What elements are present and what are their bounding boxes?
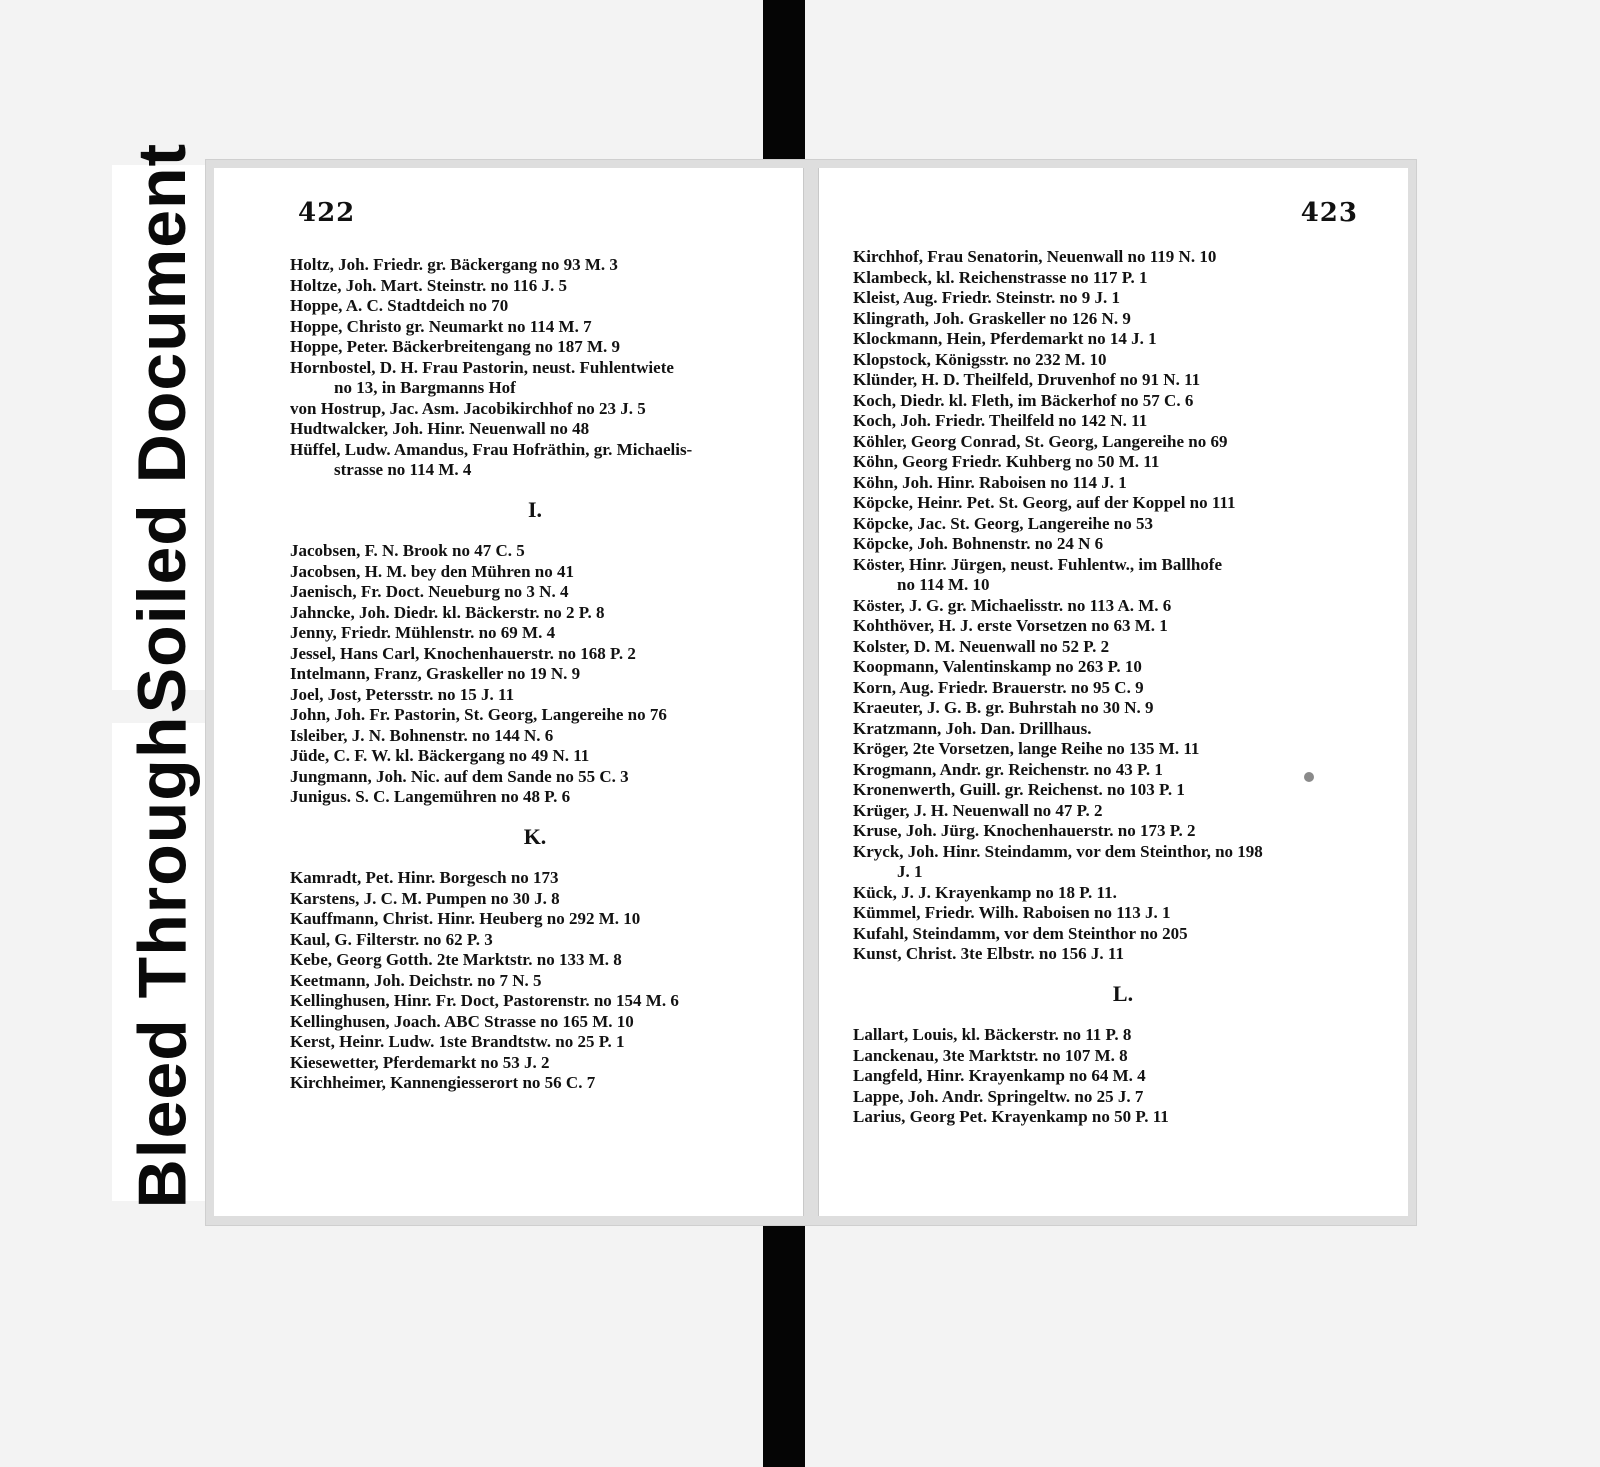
- page-number-left: 422: [298, 198, 356, 228]
- directory-entry: Isleiber, J. N. Bohnenstr. no 144 N. 6: [290, 725, 554, 745]
- directory-entry: Kufahl, Steindamm, vor dem Steinthor no 205: [853, 923, 1188, 943]
- directory-entry: Kohthöver, H. J. erste Vorsetzen no 63 M. 1: [853, 616, 1168, 635]
- directory-entry: Kronenwerth, Guill. gr. Reichenst. no 103 P. 1: [853, 780, 1185, 799]
- directory-entry: Köhn, Joh. Hinr. Raboisen no 114 J. 1: [853, 472, 1127, 492]
- directory-entry: Krogmann, Andr. gr. Reichenstr. no 43 P. 1: [853, 759, 1163, 779]
- side-tab-bleed: [112, 715, 212, 1209]
- directory-entry: Jacobsen, F. N. Brook no 47 C. 5: [290, 541, 525, 560]
- right-page: [818, 168, 1408, 1216]
- directory-entry: Hüffel, Ludw. Amandus, Frau Hofräthin, gr. Michaelis-: [290, 439, 693, 459]
- directory-entry: Köhn, Georg Friedr. Kuhberg no 50 M. 11: [853, 452, 1160, 471]
- directory-entry: Lanckenau, 3te Marktstr. no 107 M. 8: [853, 1045, 1128, 1065]
- section-heading: I.: [527, 496, 543, 522]
- directory-entry: Kellinghusen, Joach. ABC Strasse no 165 M. 10: [290, 1011, 634, 1031]
- left-entries: [290, 255, 800, 1094]
- directory-entry: Klockmann, Hein, Pferdemarkt no 14 J. 1: [853, 329, 1157, 348]
- directory-entry: Köpcke, Heinr. Pet. St. Georg, auf der Koppel no 111: [853, 493, 1236, 512]
- directory-entry: Koch, Joh. Friedr. Theilfeld no 142 N. 11: [853, 411, 1148, 430]
- directory-entry: Hornbostel, D. H. Frau Pastorin, neust. Fuhlentwiete: [290, 357, 674, 377]
- directory-entry: Klopstock, Königsstr. no 232 M. 10: [853, 349, 1107, 369]
- directory-entry: Lallart, Louis, kl. Bäckerstr. no 11 P. 8: [853, 1025, 1132, 1044]
- directory-entry: Klünder, H. D. Theilfeld, Druvenhof no 91 N. 11: [853, 370, 1201, 389]
- directory-entry: Jenny, Friedr. Mühlenstr. no 69 M. 4: [290, 623, 556, 642]
- left-page: [214, 168, 804, 1216]
- directory-entry: Kellinghusen, Hinr. Fr. Doct, Pastorenstr. no 154 M. 6: [290, 991, 679, 1010]
- side-tab-soiled: [112, 142, 212, 713]
- directory-entry: Köpcke, Joh. Bohnenstr. no 24 N 6: [853, 534, 1104, 553]
- directory-entry: Köster, Hinr. Jürgen, neust. Fuhlentw., im Ballhofe: [853, 554, 1222, 574]
- directory-entry: Hoppe, A. C. Stadtdeich no 70: [290, 296, 509, 315]
- directory-entry: Lappe, Joh. Andr. Springeltw. no 25 J. 7: [853, 1086, 1144, 1106]
- directory-entry: John, Joh. Fr. Pastorin, St. Georg, Langereihe no 76: [290, 705, 667, 724]
- directory-entry: Holtze, Joh. Mart. Steinstr. no 116 J. 5: [290, 275, 568, 295]
- bleed-through-label: Bleed Through: [124, 715, 201, 1209]
- directory-entry-continuation: no 114 M. 10: [897, 575, 990, 594]
- directory-entry: Jessel, Hans Carl, Knochenhauerstr. no 168 P. 2: [290, 643, 636, 663]
- directory-entry: Joel, Jost, Petersstr. no 15 J. 11: [290, 684, 515, 704]
- directory-entry: Klingrath, Joh. Graskeller no 126 N. 9: [853, 308, 1131, 328]
- directory-entry: Kröger, 2te Vorsetzen, lange Reihe no 135 M. 11: [853, 739, 1200, 758]
- directory-entry: Kaul, G. Filterstr. no 62 P. 3: [290, 929, 493, 949]
- open-book: [206, 160, 1416, 1225]
- directory-entry: Kratzmann, Joh. Dan. Drillhaus.: [853, 718, 1092, 738]
- directory-entry: Kück, J. J. Krayenkamp no 18 P. 11.: [853, 882, 1117, 902]
- directory-entry: Keetmann, Joh. Deichstr. no 7 N. 5: [290, 970, 542, 990]
- directory-entry: Kolster, D. M. Neuenwall no 52 P. 2: [853, 636, 1110, 656]
- directory-entry: Jüde, C. F. W. kl. Bäckergang no 49 N. 11: [290, 746, 590, 765]
- soiled-document-label: Soiled Document: [124, 142, 201, 713]
- directory-entry: Koopmann, Valentinskamp no 263 P. 10: [853, 657, 1142, 676]
- directory-entry: Kerst, Heinr. Ludw. 1ste Brandtstw. no 25 P. 1: [290, 1032, 625, 1051]
- directory-entry: Jahncke, Joh. Diedr. kl. Bäckerstr. no 2 P. 8: [290, 602, 605, 622]
- section-heading: K.: [523, 823, 547, 849]
- directory-entry: Langfeld, Hinr. Krayenkamp no 64 M. 4: [853, 1066, 1146, 1085]
- right-entries: [853, 247, 1383, 1128]
- directory-entry: Koch, Diedr. kl. Fleth, im Bäckerhof no 57 C. 6: [853, 390, 1194, 410]
- directory-entry: von Hostrup, Jac. Asm. Jacobikirchhof no 23 J. 5: [290, 398, 646, 418]
- directory-entry: Korn, Aug. Friedr. Brauerstr. no 95 C. 9: [853, 677, 1144, 697]
- directory-entry: Junigus. S. C. Langemühren no 48 P. 6: [290, 787, 571, 806]
- directory-entry: Hudtwalcker, Joh. Hinr. Neuenwall no 48: [290, 419, 590, 438]
- directory-entry: Kraeuter, J. G. B. gr. Buhrstah no 30 N. 9: [853, 698, 1154, 717]
- directory-entry: Kamradt, Pet. Hinr. Borgesch no 173: [290, 868, 559, 887]
- directory-entry: Köster, J. G. gr. Michaelisstr. no 113 A. M. 6: [853, 595, 1172, 615]
- directory-entry: Holtz, Joh. Friedr. gr. Bäckergang no 93 M. 3: [290, 255, 618, 274]
- directory-entry: Krüger, J. H. Neuenwall no 47 P. 2: [853, 800, 1103, 820]
- directory-entry: Kunst, Christ. 3te Elbstr. no 156 J. 11: [853, 944, 1124, 963]
- directory-entry: Hoppe, Christo gr. Neumarkt no 114 M. 7: [290, 316, 592, 336]
- directory-entry: Köpcke, Jac. St. Georg, Langereihe no 53: [853, 513, 1153, 533]
- directory-entry: Klambeck, kl. Reichenstrasse no 117 P. 1: [853, 267, 1148, 287]
- directory-entry: Kümmel, Friedr. Wilh. Raboisen no 113 J. 1: [853, 903, 1171, 922]
- directory-entry: Kebe, Georg Gotth. 2te Marktstr. no 133 M. 8: [290, 950, 622, 969]
- section-heading: L.: [1112, 980, 1134, 1006]
- page-number-right: 423: [1300, 198, 1358, 228]
- directory-entry: Jungmann, Joh. Nic. auf dem Sande no 55 C. 3: [290, 766, 629, 786]
- directory-entry: Kirchheimer, Kannengiesserort no 56 C. 7: [290, 1073, 596, 1092]
- directory-entry: Kiesewetter, Pferdemarkt no 53 J. 2: [290, 1052, 550, 1072]
- directory-entry: Larius, Georg Pet. Krayenkamp no 50 P. 11: [853, 1107, 1169, 1126]
- directory-entry: Kryck, Joh. Hinr. Steindamm, vor dem Steinthor, no 198: [853, 841, 1263, 861]
- directory-entry: Kauffmann, Christ. Hinr. Heuberg no 292 M. 10: [290, 909, 641, 928]
- directory-entry: Intelmann, Franz, Graskeller no 19 N. 9: [290, 664, 581, 683]
- directory-entry-continuation: strasse no 114 M. 4: [334, 460, 472, 479]
- directory-entry: Hoppe, Peter. Bäckerbreitengang no 187 M. 9: [290, 337, 621, 356]
- directory-entry: Kruse, Joh. Jürg. Knochenhauerstr. no 173 P. 2: [853, 821, 1196, 840]
- directory-entry: Karstens, J. C. M. Pumpen no 30 J. 8: [290, 888, 560, 908]
- directory-entry: Kirchhof, Frau Senatorin, Neuenwall no 119 N. 10: [853, 247, 1217, 266]
- directory-entry: Kleist, Aug. Friedr. Steinstr. no 9 J. 1: [853, 288, 1120, 307]
- directory-entry: Köhler, Georg Conrad, St. Georg, Langereihe no 69: [853, 431, 1228, 451]
- directory-entry: Jacobsen, H. M. bey den Mühren no 41: [290, 561, 574, 581]
- directory-entry-continuation: no 13, in Bargmanns Hof: [334, 378, 516, 397]
- directory-entry-continuation: J. 1: [897, 862, 923, 881]
- directory-entry: Jaenisch, Fr. Doct. Neueburg no 3 N. 4: [290, 582, 569, 601]
- ink-spot: [1304, 772, 1314, 782]
